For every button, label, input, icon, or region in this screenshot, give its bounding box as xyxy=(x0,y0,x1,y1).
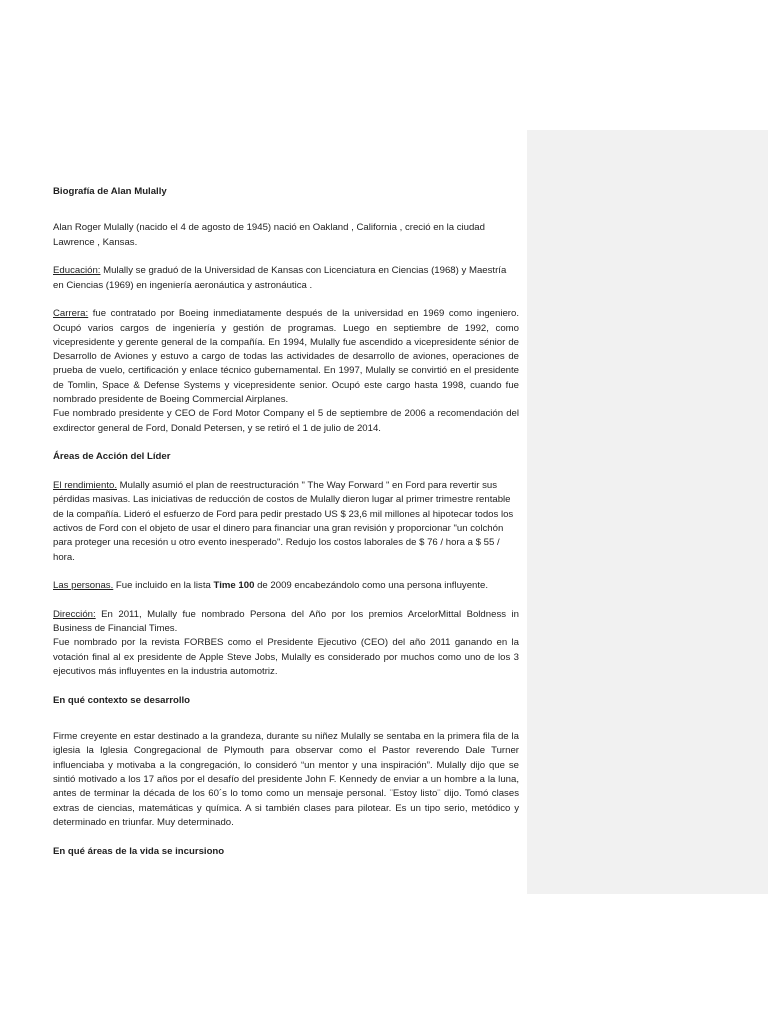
direction-text: En 2011, Mulally fue nombrado Persona del Año por los premios ArcelorMittal Boldness in Business de Financial Times. xyxy=(53,608,519,635)
people-label: Las personas. xyxy=(53,580,114,592)
career-paragraph-2: Fue nombrado presidente y CEO de Ford Motor Company el 5 de septiembre de 2006 a recomendación del exdirector general de Ford, Donald Petersen, y se retiró el 1 de julio de 2014. xyxy=(53,408,519,434)
areas-heading: Áreas de Acción del Líder xyxy=(53,451,171,463)
direction-label: Dirección: xyxy=(53,608,96,620)
people-text-after: de 2009 encabezándolo como una persona influyente. xyxy=(254,580,489,592)
career-text: fue contratado por Boeing inmediatamente después de la universidad en 1969 como ingeniero. Ocupó varios cargos de ingeniería y gestión de programas. Luego en septiembre de 1992, como vicepresidente y gerente general de la compañía. En 1994, Mulally fue ascendido a vicepresidente sénior de Desarrollo de Aviones y estuvo a cargo de todas las actividades de desarrollo de aviones, operaciones de prueba de vuelo, certificación y enlace técnico gubernamental. En 1997, Mulally se convirtió en el presidente de Tomlin, Space & Defense Systems y vicepresidente senior. Ocupó este cargo hasta 1998, cuando fue nombrado presidente de Boeing Commercial Airplanes. xyxy=(53,308,519,406)
comment-margin-pane xyxy=(527,130,768,894)
document-title: Biografía de Alan Mulally xyxy=(53,186,167,197)
direction-paragraph xyxy=(53,608,519,637)
performance-paragraph xyxy=(53,479,519,565)
education-label: Educación: xyxy=(53,265,101,277)
people-text-before: Fue incluido en la lista xyxy=(113,580,214,592)
people-bold: Time 100 xyxy=(213,580,255,592)
context-paragraph: Firme creyente en estar destinado a la grandeza, durante su niñez Mulally se sentaba en la primera fila de la iglesia la Iglesia Congregacional de Plymouth para observar como el Pastor reverendo Dale Turner influenciaba y motivaba a la congregación, lo consideró “un mentor y una inspiración”. Mulally dijo que se sintió motivado a los 17 años por el desafío del presidente John F. Kennedy de enviar a un hombre a la luna, antes de terminar la década de los 60´s lo tomo como un mensaje personal. ¨Estoy listo¨ dijo. Tomó clases extras de ciencias, matemáticas y química. A si también clases para pilotear. Es un tipo serio, metódico y determinado en triunfar. Muy determinado. xyxy=(53,731,519,828)
people-paragraph xyxy=(53,579,519,593)
performance-label: El rendimiento. xyxy=(53,480,117,492)
performance-text: Mulally asumió el plan de reestructuración " The Way Forward " en Ford para revertir sus pérdidas masivas. Las iniciativas de reducción de costos de Mulally dieron lugar al primer trimestre rentable de la compañía. Lideró el esfuerzo de Ford para pedir prestado US $ 23,6 mil millones al hipotecar todos los activos de Ford con el objeto de usar el dinero para financiar una gran revisión y proporcionar "un colchón para proteger una recesión u otro evento inesperado". Redujo los costos laborales de $ 76 / hora a $ 55 / hora. xyxy=(53,480,514,563)
direction-paragraph-2: Fue nombrado por la revista FORBES como el Presidente Ejecutivo (CEO) del año 2011 ganando en la votación final al ex presidente de Apple Steve Jobs, Mulally es considerado por muchos como uno de los 3 ejecutivos más influyentes en la industria automotriz. xyxy=(53,637,519,678)
education-paragraph xyxy=(53,264,519,293)
context-heading: En qué contexto se desarrollo xyxy=(53,694,191,706)
career-label: Carrera: xyxy=(53,308,89,320)
intro-paragraph: Alan Roger Mulally (nacido el 4 de agosto de 1945) nació en Oakland , California , creció en la ciudad Lawrence , Kansas. xyxy=(53,222,485,248)
career-paragraph xyxy=(53,307,519,407)
document-body xyxy=(53,185,519,873)
education-text: Mulally se graduó de la Universidad de Kansas con Licenciatura en Ciencias (1968) y Maestría en Ciencias (1969) en ingeniería aeronáutica y astronáutica . xyxy=(53,265,507,291)
life-areas-heading: En qué áreas de la vida se incursiono xyxy=(53,845,225,857)
